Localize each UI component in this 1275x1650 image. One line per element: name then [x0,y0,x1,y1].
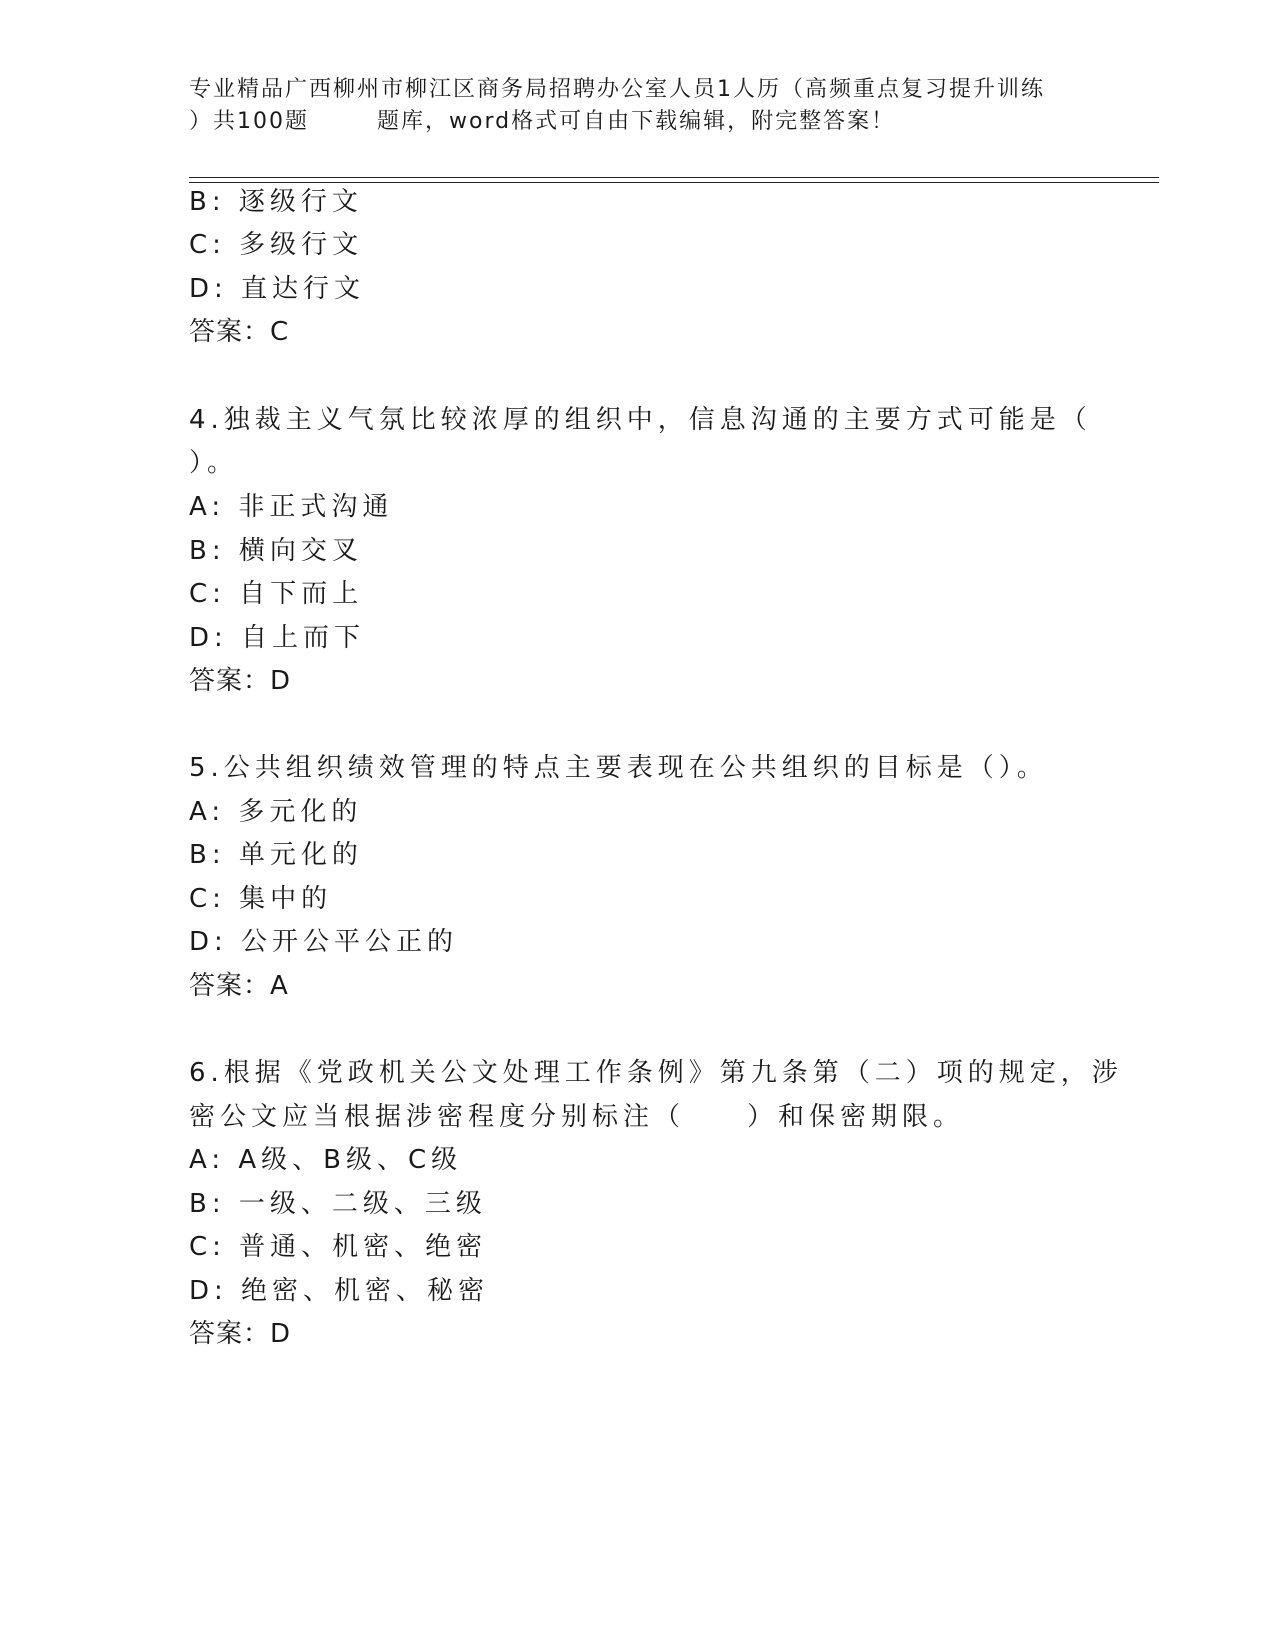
header-title-line2-part2: 题库，word格式可自由下载编辑，附完整答案！ [377,109,896,134]
q4-option-c: C: 自下而上 [189,579,364,609]
q6-option-a: A: A级、B级、C级 [189,1145,463,1175]
q5-answer: 答案：A [189,971,289,1001]
q3-answer: 答案：C [189,317,290,347]
q6-stem-line1: 6.根据《党政机关公文处理工作条例》第九条第（二）项的规定，涉 [189,1058,1123,1088]
q6-option-d: D: 绝密、机密、秘密 [189,1276,490,1306]
q6-option-c: C: 普通、机密、绝密 [189,1232,488,1262]
q6-option-b: B: 一级、二级、三级 [189,1189,487,1219]
q4-stem-line2: ）。 [189,448,239,478]
header-divider-bottom [189,182,1159,183]
q6-answer: 答案：D [189,1319,292,1349]
header-divider-top [189,177,1159,178]
q4-answer: 答案：D [189,666,292,696]
q5-option-c: C: 集中的 [189,884,333,914]
q4-option-a: A: 非正式沟通 [189,492,394,522]
q3-option-d: D: 直达行文 [189,274,366,304]
q3-option-c: C: 多级行文 [189,230,364,260]
q5-option-a: A: 多元化的 [189,797,363,827]
header-title-line2 [189,106,1149,138]
header-title-line1: 专业精品广西柳州市柳江区商务局招聘办公室人员1人历（高频重点复习提升训练 [189,77,1045,102]
header-title-line2-part1: ）共100题 [189,109,309,134]
q3-option-b: B: 逐级行文 [189,187,363,217]
q4-stem-line1: 4.独裁主义气氛比较浓厚的组织中，信息沟通的主要方式可能是（ [189,405,1092,435]
q4-option-d: D: 自上而下 [189,623,366,653]
q4-option-b: B: 横向交叉 [189,536,363,566]
document-header [189,74,1149,138]
q5-stem: 5.公共组织绩效管理的特点主要表现在公共组织的目标是（）。 [189,753,1048,783]
q5-option-b: B: 单元化的 [189,840,363,870]
q5-option-d: D: 公开公平公正的 [189,927,459,957]
q6-stem-line2: 密公文应当根据涉密程度分别标注（ ）和保密期限。 [189,1102,965,1132]
